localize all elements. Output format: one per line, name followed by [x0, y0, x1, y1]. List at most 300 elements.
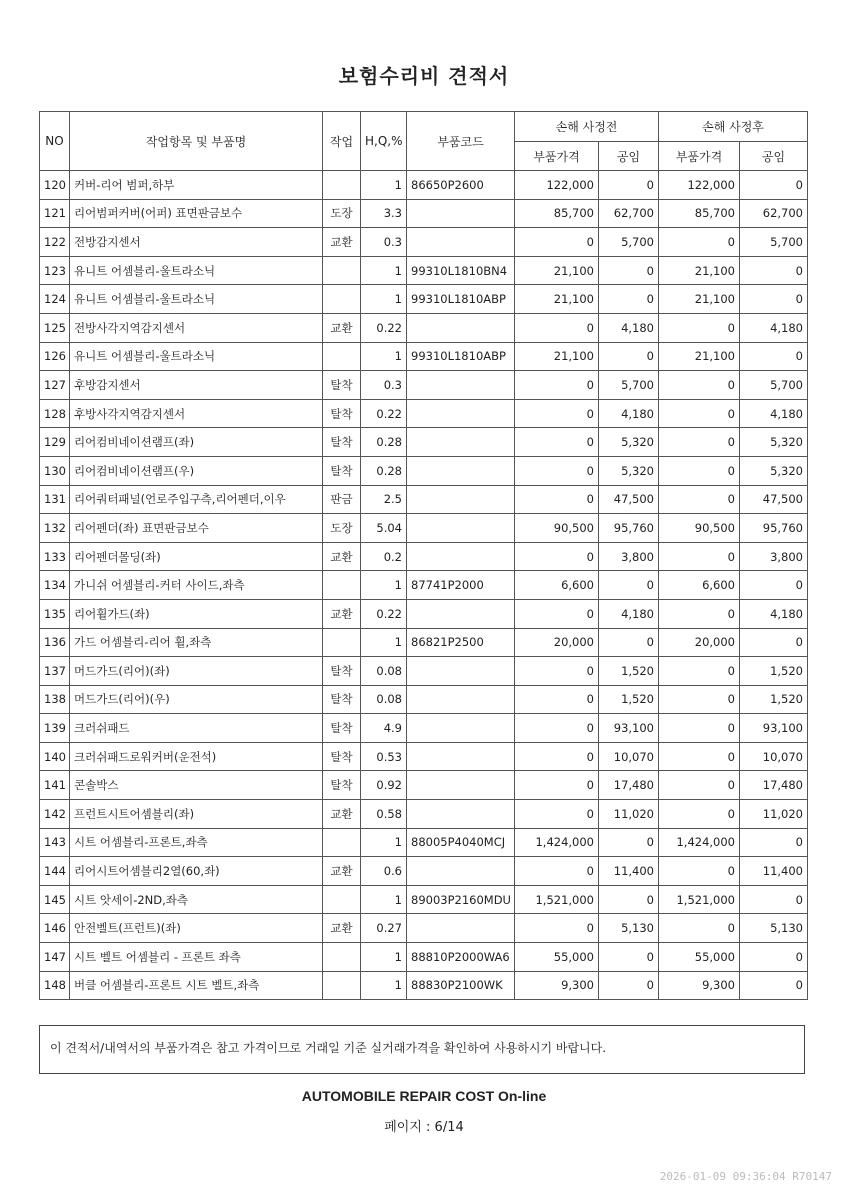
cell-work: 교환 — [323, 599, 361, 628]
cell-after-labor: 0 — [740, 571, 808, 600]
cell-work: 탈착 — [323, 399, 361, 428]
cell-after-labor: 5,320 — [740, 456, 808, 485]
cell-item: 유니트 어셈블리-울트라소닉 — [70, 342, 323, 371]
cell-after-part-price: 0 — [659, 599, 740, 628]
cell-after-part-price: 9,300 — [659, 971, 740, 1000]
cell-after-labor: 4,180 — [740, 599, 808, 628]
cell-no: 136 — [40, 628, 70, 657]
table-row — [40, 256, 808, 285]
table-row — [40, 800, 808, 829]
cell-part-code — [407, 800, 515, 829]
cell-after-labor: 62,700 — [740, 199, 808, 228]
cell-after-labor: 5,700 — [740, 228, 808, 257]
cell-part-code: 88810P2000WA6 — [407, 943, 515, 972]
cell-after-labor: 10,070 — [740, 742, 808, 771]
cell-before-part-price: 0 — [515, 542, 599, 571]
cell-part-code — [407, 199, 515, 228]
cell-hq: 1 — [361, 885, 407, 914]
cell-before-part-price: 21,100 — [515, 285, 599, 314]
cell-item: 커버-리어 범퍼,하부 — [70, 171, 323, 200]
cell-part-code — [407, 685, 515, 714]
cell-work — [323, 828, 361, 857]
cell-item: 리어컴비네이션램프(좌) — [70, 428, 323, 457]
cell-before-part-price: 0 — [515, 428, 599, 457]
table-row — [40, 399, 808, 428]
cell-after-part-price: 0 — [659, 771, 740, 800]
cell-part-code: 87741P2000 — [407, 571, 515, 600]
cell-before-part-price: 1,521,000 — [515, 885, 599, 914]
cell-part-code: 86650P2600 — [407, 171, 515, 200]
cell-no: 143 — [40, 828, 70, 857]
cell-work: 탈착 — [323, 771, 361, 800]
cell-before-part-price: 21,100 — [515, 342, 599, 371]
cell-after-labor: 5,130 — [740, 914, 808, 943]
header-work: 작업 — [323, 112, 361, 171]
table-row — [40, 714, 808, 743]
cell-after-labor: 1,520 — [740, 685, 808, 714]
cell-work — [323, 628, 361, 657]
cell-after-labor: 0 — [740, 342, 808, 371]
cell-after-part-price: 0 — [659, 800, 740, 829]
cell-before-labor: 4,180 — [599, 313, 659, 342]
cell-hq: 0.53 — [361, 742, 407, 771]
cell-item: 리어펜더몰딩(좌) — [70, 542, 323, 571]
cell-after-labor: 1,520 — [740, 657, 808, 686]
table-row — [40, 885, 808, 914]
cell-after-part-price: 21,100 — [659, 342, 740, 371]
cell-work: 탈착 — [323, 371, 361, 400]
cell-after-part-price: 0 — [659, 542, 740, 571]
table-row — [40, 542, 808, 571]
cell-before-labor: 10,070 — [599, 742, 659, 771]
header-item: 작업항목 및 부품명 — [70, 112, 323, 171]
cell-before-labor: 5,130 — [599, 914, 659, 943]
cell-no: 123 — [40, 256, 70, 285]
cell-part-code: 99310L1810ABP — [407, 342, 515, 371]
cell-no: 132 — [40, 514, 70, 543]
cell-after-part-price: 55,000 — [659, 943, 740, 972]
cell-work: 판금 — [323, 485, 361, 514]
table-row — [40, 371, 808, 400]
cell-after-part-price: 1,424,000 — [659, 828, 740, 857]
price-notice: 이 견적서/내역서의 부품가격은 참고 가격이므로 거래일 기준 실거래가격을 확인하여 사용하시기 바랍니다. — [39, 1025, 805, 1074]
cell-after-part-price: 0 — [659, 399, 740, 428]
table-row — [40, 514, 808, 543]
cell-part-code — [407, 313, 515, 342]
cell-work: 탈착 — [323, 742, 361, 771]
cell-before-labor: 0 — [599, 571, 659, 600]
cell-after-labor: 11,400 — [740, 857, 808, 886]
cell-hq: 1 — [361, 171, 407, 200]
cell-after-part-price: 0 — [659, 742, 740, 771]
cell-after-part-price: 1,521,000 — [659, 885, 740, 914]
cell-before-part-price: 1,424,000 — [515, 828, 599, 857]
cell-no: 121 — [40, 199, 70, 228]
cell-item: 리어쿼터패널(언로주입구측,리어펜더,이우 — [70, 485, 323, 514]
cell-before-part-price: 0 — [515, 771, 599, 800]
cell-after-labor: 0 — [740, 971, 808, 1000]
cell-before-labor: 17,480 — [599, 771, 659, 800]
cell-hq: 1 — [361, 571, 407, 600]
table-row — [40, 285, 808, 314]
cell-after-labor: 0 — [740, 943, 808, 972]
cell-hq: 0.22 — [361, 399, 407, 428]
cell-before-part-price: 90,500 — [515, 514, 599, 543]
cell-after-part-price: 21,100 — [659, 285, 740, 314]
cell-before-labor: 4,180 — [599, 599, 659, 628]
cell-before-labor: 0 — [599, 943, 659, 972]
cell-after-labor: 47,500 — [740, 485, 808, 514]
cell-no: 126 — [40, 342, 70, 371]
table-row — [40, 943, 808, 972]
cell-before-labor: 0 — [599, 971, 659, 1000]
cell-hq: 5.04 — [361, 514, 407, 543]
cell-after-part-price: 122,000 — [659, 171, 740, 200]
cell-before-part-price: 0 — [515, 485, 599, 514]
cell-before-part-price: 9,300 — [515, 971, 599, 1000]
cell-work — [323, 285, 361, 314]
cell-hq: 0.92 — [361, 771, 407, 800]
cell-after-labor: 5,320 — [740, 428, 808, 457]
cell-after-labor: 11,020 — [740, 800, 808, 829]
cell-after-part-price: 85,700 — [659, 199, 740, 228]
table-row — [40, 428, 808, 457]
cell-before-part-price: 0 — [515, 456, 599, 485]
cell-item: 가니쉬 어셈블리-커터 사이드,좌측 — [70, 571, 323, 600]
table-row — [40, 228, 808, 257]
cell-work: 교환 — [323, 313, 361, 342]
cell-after-labor: 0 — [740, 885, 808, 914]
header-after-assessment: 손해 사정후 — [659, 112, 808, 142]
cell-after-part-price: 20,000 — [659, 628, 740, 657]
cell-item: 리어펜더(좌) 표면판금보수 — [70, 514, 323, 543]
table-row — [40, 313, 808, 342]
cell-hq: 1 — [361, 828, 407, 857]
cell-item: 리어컴비네이션램프(우) — [70, 456, 323, 485]
cell-item: 크러쉬패드 — [70, 714, 323, 743]
cell-after-part-price: 90,500 — [659, 514, 740, 543]
cell-after-labor: 0 — [740, 171, 808, 200]
cell-item: 가드 어셈블리-리어 휠,좌측 — [70, 628, 323, 657]
cell-hq: 0.3 — [361, 228, 407, 257]
cell-before-labor: 62,700 — [599, 199, 659, 228]
cell-work — [323, 885, 361, 914]
header-part-code: 부품코드 — [407, 112, 515, 171]
cell-part-code — [407, 857, 515, 886]
cell-hq: 1 — [361, 342, 407, 371]
cell-before-part-price: 0 — [515, 399, 599, 428]
cell-part-code — [407, 428, 515, 457]
cell-before-labor: 0 — [599, 256, 659, 285]
cell-part-code — [407, 456, 515, 485]
cell-item: 후방사각지역감지센서 — [70, 399, 323, 428]
header-hq: H,Q,% — [361, 112, 407, 171]
cell-part-code — [407, 714, 515, 743]
cell-no: 135 — [40, 599, 70, 628]
cell-before-labor: 0 — [599, 285, 659, 314]
cell-part-code — [407, 657, 515, 686]
cell-work — [323, 943, 361, 972]
cell-before-part-price: 0 — [515, 657, 599, 686]
cell-item: 전방감지센서 — [70, 228, 323, 257]
cell-item: 유니트 어셈블리-울트라소닉 — [70, 256, 323, 285]
cell-before-part-price: 0 — [515, 857, 599, 886]
cell-before-labor: 5,700 — [599, 371, 659, 400]
cell-hq: 0.08 — [361, 685, 407, 714]
cell-work: 탈착 — [323, 456, 361, 485]
table-row — [40, 456, 808, 485]
cell-part-code — [407, 399, 515, 428]
cell-hq: 1 — [361, 971, 407, 1000]
cell-before-labor: 1,520 — [599, 685, 659, 714]
header-before-assessment: 손해 사정전 — [515, 112, 659, 142]
cell-after-part-price: 0 — [659, 714, 740, 743]
cell-part-code: 86821P2500 — [407, 628, 515, 657]
cell-hq: 0.6 — [361, 857, 407, 886]
cell-before-part-price: 0 — [515, 714, 599, 743]
cell-no: 141 — [40, 771, 70, 800]
cell-before-part-price: 122,000 — [515, 171, 599, 200]
cell-before-part-price: 0 — [515, 685, 599, 714]
cell-work: 탈착 — [323, 657, 361, 686]
cell-part-code — [407, 742, 515, 771]
cell-before-part-price: 21,100 — [515, 256, 599, 285]
cell-item: 시트 어셈블리-프론트,좌측 — [70, 828, 323, 857]
cell-no: 120 — [40, 171, 70, 200]
page-number: 페이지 : 6/14 — [384, 1120, 464, 1135]
cell-before-labor: 1,520 — [599, 657, 659, 686]
cell-work: 교환 — [323, 914, 361, 943]
cell-part-code: 88005P4040MCJ — [407, 828, 515, 857]
cell-no: 133 — [40, 542, 70, 571]
cell-after-part-price: 0 — [659, 657, 740, 686]
cell-before-part-price: 20,000 — [515, 628, 599, 657]
table-row — [40, 571, 808, 600]
cell-item: 크러쉬패드로워커버(운전석) — [70, 742, 323, 771]
cell-item: 유니트 어셈블리-울트라소닉 — [70, 285, 323, 314]
cell-no: 122 — [40, 228, 70, 257]
cell-hq: 2.5 — [361, 485, 407, 514]
print-timestamp: 2026-01-09 09:36:04 R70147 — [659, 1170, 832, 1183]
cell-item: 버클 어셈블리-프론트 시트 벨트,좌측 — [70, 971, 323, 1000]
cell-part-code — [407, 542, 515, 571]
cell-before-labor: 5,700 — [599, 228, 659, 257]
header-before-part-price: 부품가격 — [515, 142, 599, 171]
table-row — [40, 657, 808, 686]
cell-no: 144 — [40, 857, 70, 886]
cell-item: 시트 앗세이-2ND,좌측 — [70, 885, 323, 914]
cell-no: 147 — [40, 943, 70, 972]
cell-after-part-price: 0 — [659, 485, 740, 514]
cell-before-part-price: 0 — [515, 742, 599, 771]
cell-after-labor: 5,700 — [740, 371, 808, 400]
table-row — [40, 771, 808, 800]
cell-work — [323, 256, 361, 285]
cell-hq: 0.27 — [361, 914, 407, 943]
cell-part-code: 88830P2100WK — [407, 971, 515, 1000]
cell-before-labor: 0 — [599, 628, 659, 657]
cell-no: 124 — [40, 285, 70, 314]
cell-before-part-price: 0 — [515, 313, 599, 342]
cell-hq: 0.28 — [361, 428, 407, 457]
table-row — [40, 199, 808, 228]
cell-work: 탈착 — [323, 714, 361, 743]
cell-after-labor: 95,760 — [740, 514, 808, 543]
cell-work — [323, 171, 361, 200]
cell-item: 머드가드(리어)(우) — [70, 685, 323, 714]
cell-after-part-price: 0 — [659, 228, 740, 257]
cell-part-code — [407, 485, 515, 514]
cell-after-part-price: 6,600 — [659, 571, 740, 600]
cell-after-part-price: 0 — [659, 313, 740, 342]
cell-work: 탈착 — [323, 685, 361, 714]
cell-after-part-price: 0 — [659, 428, 740, 457]
cell-after-labor: 17,480 — [740, 771, 808, 800]
cell-part-code — [407, 371, 515, 400]
cell-after-part-price: 0 — [659, 456, 740, 485]
cell-before-part-price: 85,700 — [515, 199, 599, 228]
cell-before-labor: 11,020 — [599, 800, 659, 829]
table-row — [40, 914, 808, 943]
header-after-labor: 공임 — [740, 142, 808, 171]
cell-item: 시트 벨트 어셈블리 - 프론트 좌측 — [70, 943, 323, 972]
cell-hq: 0.08 — [361, 657, 407, 686]
cell-before-labor: 3,800 — [599, 542, 659, 571]
cell-before-part-price: 0 — [515, 371, 599, 400]
cell-work: 교환 — [323, 228, 361, 257]
cell-no: 131 — [40, 485, 70, 514]
cell-hq: 4.9 — [361, 714, 407, 743]
cell-part-code — [407, 599, 515, 628]
cell-after-labor: 4,180 — [740, 399, 808, 428]
cell-after-labor: 0 — [740, 828, 808, 857]
cell-after-part-price: 0 — [659, 685, 740, 714]
cell-hq: 0.22 — [361, 313, 407, 342]
header-before-labor: 공임 — [599, 142, 659, 171]
document-title: 보험수리비 견적서 — [338, 64, 510, 88]
cell-hq: 1 — [361, 628, 407, 657]
cell-work: 탈착 — [323, 428, 361, 457]
cell-work — [323, 571, 361, 600]
table-row — [40, 857, 808, 886]
cell-hq: 0.28 — [361, 456, 407, 485]
cell-before-part-price: 0 — [515, 599, 599, 628]
estimate-table — [39, 111, 808, 1000]
cell-item: 안전벨트(프런트)(좌) — [70, 914, 323, 943]
cell-hq: 1 — [361, 256, 407, 285]
cell-part-code — [407, 771, 515, 800]
cell-no: 125 — [40, 313, 70, 342]
footer-brand: AUTOMOBILE REPAIR COST On-line — [301, 1088, 547, 1104]
cell-work — [323, 971, 361, 1000]
cell-after-labor: 4,180 — [740, 313, 808, 342]
table-row — [40, 342, 808, 371]
cell-before-labor: 47,500 — [599, 485, 659, 514]
cell-no: 128 — [40, 399, 70, 428]
table-row — [40, 599, 808, 628]
cell-before-part-price: 0 — [515, 914, 599, 943]
table-row — [40, 685, 808, 714]
cell-work: 도장 — [323, 199, 361, 228]
table-row — [40, 628, 808, 657]
cell-item: 리어범퍼커버(어퍼) 표면판금보수 — [70, 199, 323, 228]
cell-after-part-price: 0 — [659, 914, 740, 943]
cell-item: 콘솔박스 — [70, 771, 323, 800]
cell-before-labor: 0 — [599, 828, 659, 857]
cell-part-code — [407, 228, 515, 257]
cell-before-labor: 5,320 — [599, 428, 659, 457]
cell-before-labor: 0 — [599, 342, 659, 371]
cell-after-labor: 0 — [740, 256, 808, 285]
cell-after-part-price: 0 — [659, 857, 740, 886]
cell-after-labor: 0 — [740, 285, 808, 314]
cell-no: 146 — [40, 914, 70, 943]
cell-part-code: 89003P2160MDU — [407, 885, 515, 914]
cell-item: 머드가드(리어)(좌) — [70, 657, 323, 686]
table-row — [40, 485, 808, 514]
table-row — [40, 171, 808, 200]
cell-before-labor: 11,400 — [599, 857, 659, 886]
cell-no: 140 — [40, 742, 70, 771]
cell-before-part-price: 0 — [515, 228, 599, 257]
cell-hq: 0.58 — [361, 800, 407, 829]
table-row — [40, 828, 808, 857]
cell-no: 129 — [40, 428, 70, 457]
cell-part-code: 99310L1810BN4 — [407, 256, 515, 285]
cell-after-labor: 93,100 — [740, 714, 808, 743]
cell-no: 134 — [40, 571, 70, 600]
cell-work: 교환 — [323, 542, 361, 571]
cell-no: 145 — [40, 885, 70, 914]
cell-part-code — [407, 514, 515, 543]
cell-work: 도장 — [323, 514, 361, 543]
cell-no: 142 — [40, 800, 70, 829]
cell-after-part-price: 21,100 — [659, 256, 740, 285]
cell-after-labor: 3,800 — [740, 542, 808, 571]
cell-hq: 0.22 — [361, 599, 407, 628]
cell-hq: 1 — [361, 285, 407, 314]
cell-part-code — [407, 914, 515, 943]
cell-before-labor: 0 — [599, 171, 659, 200]
cell-no: 138 — [40, 685, 70, 714]
cell-no: 137 — [40, 657, 70, 686]
cell-before-labor: 4,180 — [599, 399, 659, 428]
cell-item: 리어휠가드(좌) — [70, 599, 323, 628]
cell-before-labor: 95,760 — [599, 514, 659, 543]
header-no: NO — [40, 112, 70, 171]
cell-after-part-price: 0 — [659, 371, 740, 400]
cell-item: 프런트시트어셈블리(좌) — [70, 800, 323, 829]
cell-work: 교환 — [323, 857, 361, 886]
cell-hq: 0.3 — [361, 371, 407, 400]
table-row — [40, 971, 808, 1000]
cell-before-part-price: 55,000 — [515, 943, 599, 972]
cell-before-labor: 5,320 — [599, 456, 659, 485]
cell-item: 후방감지센서 — [70, 371, 323, 400]
cell-no: 139 — [40, 714, 70, 743]
cell-after-labor: 0 — [740, 628, 808, 657]
cell-item: 리어시트어셈블리2열(60,좌) — [70, 857, 323, 886]
cell-work — [323, 342, 361, 371]
cell-no: 127 — [40, 371, 70, 400]
cell-before-labor: 93,100 — [599, 714, 659, 743]
cell-before-part-price: 0 — [515, 800, 599, 829]
cell-work: 교환 — [323, 800, 361, 829]
header-after-part-price: 부품가격 — [659, 142, 740, 171]
table-row — [40, 742, 808, 771]
cell-no: 148 — [40, 971, 70, 1000]
cell-part-code: 99310L1810ABP — [407, 285, 515, 314]
